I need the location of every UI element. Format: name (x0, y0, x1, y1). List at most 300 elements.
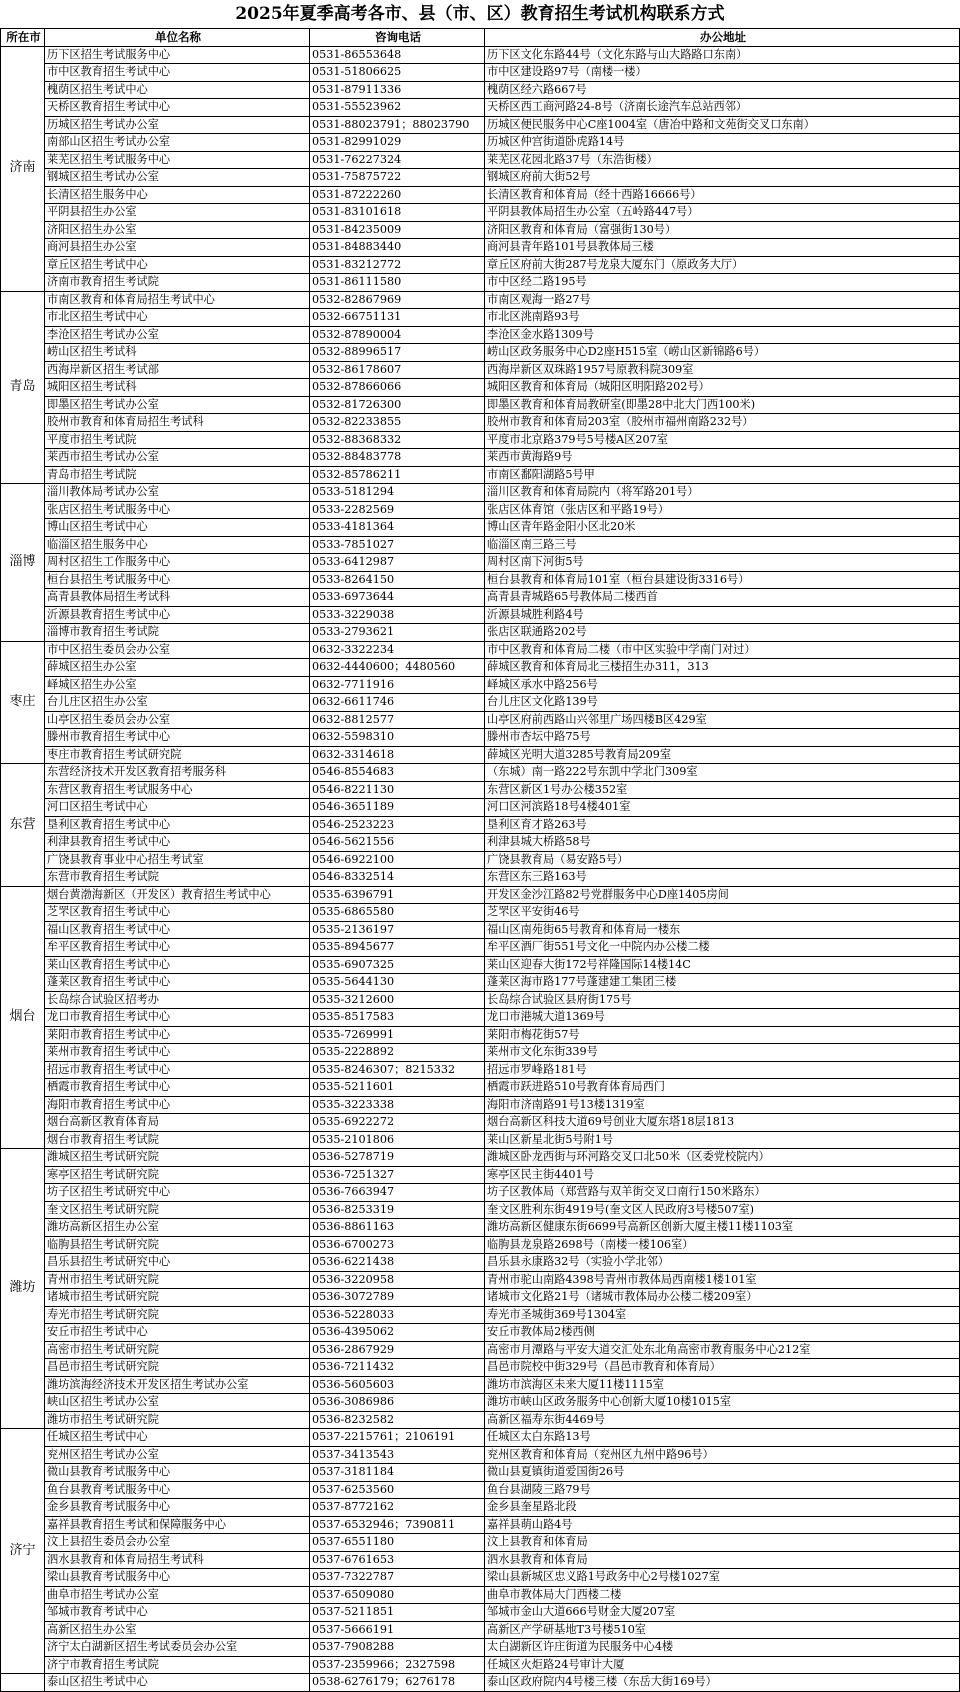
unit-name-cell: 商河县招生办公室 (45, 239, 310, 257)
address-cell: 微山县夏镇街道爱国街26号 (485, 1464, 960, 1482)
table-row (1, 904, 960, 922)
address-cell: 钢城区府前大街52号 (485, 169, 960, 187)
unit-name-cell: 槐荫区招生考试中心 (45, 81, 310, 99)
phone-cell: 0537-7908288 (310, 1639, 485, 1657)
phone-cell: 0546-6922100 (310, 851, 485, 869)
table-row (1, 956, 960, 974)
phone-cell: 0535-2228892 (310, 1044, 485, 1062)
phone-cell: 0535-8246307；8215332 (310, 1061, 485, 1079)
unit-name-cell: 泰山区招生考试中心 (45, 1674, 310, 1692)
table-row (1, 1446, 960, 1464)
unit-name-cell: 栖霞市教育招生考试中心 (45, 1079, 310, 1097)
address-cell: 昌邑市院校中街329号（昌邑市教育和体育局） (485, 1359, 960, 1377)
phone-cell: 0536-6700273 (310, 1236, 485, 1254)
unit-name-cell: 昌乐县招生考试研究中心 (45, 1254, 310, 1272)
address-cell: 莱州市文化东街339号 (485, 1044, 960, 1062)
table-row (1, 1569, 960, 1587)
address-cell: 博山区青年路金阳小区北20米 (485, 519, 960, 537)
address-cell: 平度市北京路379号5号楼A区207室 (485, 431, 960, 449)
phone-cell: 0632-4440600；4480560 (310, 659, 485, 677)
address-cell: 垦利区育才路263号 (485, 816, 960, 834)
address-cell: 东营区东三路163号 (485, 869, 960, 887)
address-cell: 东营区新区1号办公楼352室 (485, 781, 960, 799)
table-row (1, 1394, 960, 1412)
table-row (1, 1341, 960, 1359)
table-row (1, 81, 960, 99)
city-cell: 淄博 (1, 484, 45, 642)
header-address: 办公地址 (485, 29, 960, 47)
unit-name-cell: 山亭区招生委员会办公室 (45, 711, 310, 729)
table-row (1, 1184, 960, 1202)
address-cell: 张店区体育馆（张店区和平路19号） (485, 501, 960, 519)
table-row (1, 169, 960, 187)
city-cell: 济南 (1, 46, 45, 291)
phone-cell: 0536-7663947 (310, 1184, 485, 1202)
unit-name-cell: 济阳区招生办公室 (45, 221, 310, 239)
address-cell: 安丘市教体局2楼西侧 (485, 1324, 960, 1342)
phone-cell: 0533-4181364 (310, 519, 485, 537)
address-cell: 李沧区金水路1309号 (485, 326, 960, 344)
unit-name-cell: 青岛市招生考试院 (45, 466, 310, 484)
unit-name-cell: 高新区招生办公室 (45, 1621, 310, 1639)
table-row (1, 361, 960, 379)
header-phone: 咨询电话 (310, 29, 485, 47)
table-row (1, 1271, 960, 1289)
address-cell: 高密市月潭路与平安大道交汇处东北角高密市教育服务中心212室 (485, 1341, 960, 1359)
unit-name-cell: 汶上县招生委员会办公室 (45, 1534, 310, 1552)
city-cell: 青岛 (1, 291, 45, 484)
unit-name-cell: 南部山区招生考试办公室 (45, 134, 310, 152)
phone-cell: 0535-6922272 (310, 1114, 485, 1132)
table-row (1, 676, 960, 694)
address-cell: （东城）南一路222号东凯中学北门309室 (485, 764, 960, 782)
address-cell: 峄城区承水中路256号 (485, 676, 960, 694)
table-row (1, 379, 960, 397)
phone-cell: 0632-8812577 (310, 711, 485, 729)
unit-name-cell: 高密市招生考试研究院 (45, 1341, 310, 1359)
unit-name-cell: 城阳区招生考试科 (45, 379, 310, 397)
phone-cell: 0536-7251327 (310, 1166, 485, 1184)
unit-name-cell: 昌邑市招生考试研究院 (45, 1359, 310, 1377)
table-row (1, 1026, 960, 1044)
phone-cell: 0531-55523962 (310, 99, 485, 117)
phone-cell: 0532-82867969 (310, 291, 485, 309)
table-row (1, 834, 960, 852)
unit-name-cell: 坊子区招生考试研究中心 (45, 1184, 310, 1202)
unit-name-cell: 烟台黄渤海新区（开发区）教育招生考试中心 (45, 886, 310, 904)
address-cell: 薛城区光明大道3285号教育局209室 (485, 746, 960, 764)
address-cell: 市中区建设路97号（南楼一楼） (485, 64, 960, 82)
unit-name-cell: 潍坊滨海经济技术开发区招生考试办公室 (45, 1376, 310, 1394)
table-row (1, 1551, 960, 1569)
unit-name-cell: 李沧区招生考试办公室 (45, 326, 310, 344)
table-row (1, 659, 960, 677)
phone-cell: 0535-8517583 (310, 1009, 485, 1027)
unit-name-cell: 莱西市招生考试办公室 (45, 449, 310, 467)
unit-name-cell: 临朐县招生考试研究院 (45, 1236, 310, 1254)
unit-name-cell: 市北区招生考试中心 (45, 309, 310, 327)
unit-name-cell: 长清区招生服务中心 (45, 186, 310, 204)
address-cell: 滕州市杏坛中路75号 (485, 729, 960, 747)
address-cell: 历城区便民服务中心C座1004室（唐冶中路和文苑街交叉口东南） (485, 116, 960, 134)
address-cell: 长岛综合试验区县府街175号 (485, 991, 960, 1009)
unit-name-cell: 招远市教育招生考试中心 (45, 1061, 310, 1079)
table-row (1, 624, 960, 642)
address-cell: 章丘区府前大街287号龙泉大厦东门（原政务大厅） (485, 256, 960, 274)
table-row (1, 204, 960, 222)
phone-cell: 0535-6865580 (310, 904, 485, 922)
table-row (1, 1149, 960, 1167)
unit-name-cell: 高青县教体局招生考试科 (45, 589, 310, 607)
table-row (1, 1639, 960, 1657)
table-row (1, 1096, 960, 1114)
address-cell: 泰山区政府院内4号楼三楼（东岳大街169号） (485, 1674, 960, 1692)
unit-name-cell: 烟台高新区教育体育局 (45, 1114, 310, 1132)
table-row (1, 449, 960, 467)
table-row (1, 1464, 960, 1482)
unit-name-cell: 薛城区招生办公室 (45, 659, 310, 677)
phone-cell: 0536-5605603 (310, 1376, 485, 1394)
unit-name-cell: 寿光市招生考试研究院 (45, 1306, 310, 1324)
address-cell: 台儿庄区文化路139号 (485, 694, 960, 712)
unit-name-cell: 广饶县教育事业中心招生考试室 (45, 851, 310, 869)
address-cell: 市中区教育和体育局二楼（市中区实验中学南门对过） (485, 641, 960, 659)
phone-cell: 0533-8264150 (310, 571, 485, 589)
table-row (1, 606, 960, 624)
phone-cell: 0535-2101806 (310, 1131, 485, 1149)
header-unit-name: 单位名称 (45, 29, 310, 47)
phone-cell: 0537-6532946；7390811 (310, 1516, 485, 1534)
table-row (1, 99, 960, 117)
table-row (1, 344, 960, 362)
table-row (1, 1516, 960, 1534)
address-cell: 鱼台县湖陵三路79号 (485, 1481, 960, 1499)
unit-name-cell: 平度市招生考试院 (45, 431, 310, 449)
table-row (1, 781, 960, 799)
table-row (1, 1236, 960, 1254)
table-row (1, 974, 960, 992)
address-cell: 市中区经二路195号 (485, 274, 960, 292)
unit-name-cell: 莱阳市教育招生考试中心 (45, 1026, 310, 1044)
phone-cell: 0537-8772162 (310, 1499, 485, 1517)
table-row (1, 1534, 960, 1552)
table-row (1, 1009, 960, 1027)
unit-name-cell: 台儿庄区招生办公室 (45, 694, 310, 712)
unit-name-cell: 临淄区招生服务中心 (45, 536, 310, 554)
table-row (1, 921, 960, 939)
address-cell: 梁山县新城区忠义路1号政务中心2号楼1027室 (485, 1569, 960, 1587)
city-cell: 烟台 (1, 886, 45, 1149)
phone-cell: 0537-6761653 (310, 1551, 485, 1569)
address-cell: 商河县青年路101号县教体局三楼 (485, 239, 960, 257)
phone-cell: 0532-66751131 (310, 309, 485, 327)
unit-name-cell: 牟平区教育招生考试中心 (45, 939, 310, 957)
phone-cell: 0532-85786211 (310, 466, 485, 484)
table-row (1, 116, 960, 134)
address-cell: 历城区仲宫街道卧虎路14号 (485, 134, 960, 152)
phone-cell: 0537-6551180 (310, 1534, 485, 1552)
unit-name-cell: 博山区招生考试中心 (45, 519, 310, 537)
unit-name-cell: 微山县教育考试服务中心 (45, 1464, 310, 1482)
phone-cell: 0531-86111580 (310, 274, 485, 292)
phone-cell: 0531-86553648 (310, 46, 485, 64)
table-row (1, 519, 960, 537)
address-cell: 太白湖新区许庄街道为民服务中心4楼 (485, 1639, 960, 1657)
phone-cell: 0546-2523223 (310, 816, 485, 834)
unit-name-cell: 崂山区招生考试科 (45, 344, 310, 362)
unit-name-cell: 市南区教育和体育局招生考试中心 (45, 291, 310, 309)
table-header-row (1, 29, 960, 47)
unit-name-cell: 潍坊高新区招生办公室 (45, 1219, 310, 1237)
address-cell: 任城区火炬路24号审计大厦 (485, 1656, 960, 1674)
table-row (1, 1411, 960, 1429)
address-cell: 临朐县龙泉路2698号（南楼一楼106室） (485, 1236, 960, 1254)
phone-cell: 0531-87911336 (310, 81, 485, 99)
table-row (1, 1376, 960, 1394)
address-cell: 牟平区酒厂街551号文化一中院内办公楼二楼 (485, 939, 960, 957)
table-row (1, 291, 960, 309)
phone-cell: 0536-5228033 (310, 1306, 485, 1324)
table-row (1, 536, 960, 554)
city-cell: 济宁 (1, 1429, 45, 1674)
phone-cell: 0531-84235009 (310, 221, 485, 239)
city-cell: 东营 (1, 764, 45, 887)
table-row (1, 851, 960, 869)
address-cell: 槐荫区经六路667号 (485, 81, 960, 99)
table-row (1, 1131, 960, 1149)
table-row (1, 484, 960, 502)
address-cell: 市南区鄱阳湖路5号甲 (485, 466, 960, 484)
unit-name-cell: 长岛综合试验区招考办 (45, 991, 310, 1009)
unit-name-cell: 峄城区招生办公室 (45, 676, 310, 694)
unit-name-cell: 烟台市教育招生考试院 (45, 1131, 310, 1149)
phone-cell: 0535-5211601 (310, 1079, 485, 1097)
phone-cell: 0532-81726300 (310, 396, 485, 414)
table-row (1, 1114, 960, 1132)
table-row (1, 1359, 960, 1377)
table-row (1, 239, 960, 257)
phone-cell: 0532-86178607 (310, 361, 485, 379)
phone-cell: 0531-76227324 (310, 151, 485, 169)
document-page (0, 2, 960, 1688)
unit-name-cell: 寒亭区招生考试研究院 (45, 1166, 310, 1184)
table-row (1, 431, 960, 449)
unit-name-cell: 鱼台县教育考试服务中心 (45, 1481, 310, 1499)
phone-cell: 0536-8253319 (310, 1201, 485, 1219)
phone-cell: 0536-3220958 (310, 1271, 485, 1289)
unit-name-cell: 市中区教育招生考试中心 (45, 64, 310, 82)
phone-cell: 0538-6276179；6276178 (310, 1674, 485, 1692)
table-row (1, 151, 960, 169)
unit-name-cell: 市中区招生委员会办公室 (45, 641, 310, 659)
phone-cell: 0531-82991029 (310, 134, 485, 152)
phone-cell: 0532-82233855 (310, 414, 485, 432)
address-cell: 莱山区迎春大街172号祥隆国际14楼14C (485, 956, 960, 974)
table-row (1, 711, 960, 729)
table-row (1, 1499, 960, 1517)
phone-cell: 0632-3314618 (310, 746, 485, 764)
address-cell: 汶上县教育和体育局 (485, 1534, 960, 1552)
address-cell: 坊子区教体局（郑营路与双羊街交叉口南行150米路东） (485, 1184, 960, 1202)
table-row (1, 1044, 960, 1062)
phone-cell: 0535-7269991 (310, 1026, 485, 1044)
phone-cell: 0632-5598310 (310, 729, 485, 747)
phone-cell: 0532-87866066 (310, 379, 485, 397)
phone-cell: 0531-51806625 (310, 64, 485, 82)
unit-name-cell: 莱州市教育招生考试中心 (45, 1044, 310, 1062)
unit-name-cell: 龙口市教育招生考试中心 (45, 1009, 310, 1027)
table-row (1, 694, 960, 712)
table-row (1, 1324, 960, 1342)
phone-cell: 0535-2136197 (310, 921, 485, 939)
address-cell: 高青县青城路65号教体局二楼西首 (485, 589, 960, 607)
unit-name-cell: 莱山区教育招生考试中心 (45, 956, 310, 974)
phone-cell: 0536-7211432 (310, 1359, 485, 1377)
address-cell: 莱芜区花园北路37号（东浩街楼） (485, 151, 960, 169)
unit-name-cell: 桓台县招生考试服务中心 (45, 571, 310, 589)
address-cell: 桓台县教育和体育局101室（桓台县建设街3316号） (485, 571, 960, 589)
unit-name-cell: 即墨区招生考试办公室 (45, 396, 310, 414)
table-row (1, 186, 960, 204)
unit-name-cell: 潍城区招生考试研究院 (45, 1149, 310, 1167)
address-cell: 海阳市济南路91号13楼1319室 (485, 1096, 960, 1114)
phone-cell: 0536-3072789 (310, 1289, 485, 1307)
phone-cell: 0537-3413543 (310, 1446, 485, 1464)
phone-cell: 0537-7322787 (310, 1569, 485, 1587)
address-cell: 沂源县城胜利路4号 (485, 606, 960, 624)
unit-name-cell: 东营区教育招生考试服务中心 (45, 781, 310, 799)
address-cell: 潍城区卧龙西街与环河路交叉口北50米（区委党校院内） (485, 1149, 960, 1167)
unit-name-cell: 淄川教体局考试办公室 (45, 484, 310, 502)
table-row (1, 501, 960, 519)
address-cell: 兖州区教育和体育局（兖州区九州中路96号） (485, 1446, 960, 1464)
table-row (1, 991, 960, 1009)
phone-cell: 0535-6907325 (310, 956, 485, 974)
phone-cell: 0536-4395062 (310, 1324, 485, 1342)
address-cell: 嘉祥县萌山路4号 (485, 1516, 960, 1534)
address-cell: 烟台高新区科技大道69号创业大厦东塔18层1813 (485, 1114, 960, 1132)
table-row (1, 414, 960, 432)
phone-cell: 0546-8221130 (310, 781, 485, 799)
table-row (1, 939, 960, 957)
table-row (1, 274, 960, 292)
phone-cell: 0531-75875722 (310, 169, 485, 187)
table-row (1, 589, 960, 607)
unit-name-cell: 蓬莱区教育招生考试中心 (45, 974, 310, 992)
phone-cell: 0546-8554683 (310, 764, 485, 782)
phone-cell: 0533-2282569 (310, 501, 485, 519)
unit-name-cell: 河口区招生考试中心 (45, 799, 310, 817)
address-cell: 周村区南下河街5号 (485, 554, 960, 572)
unit-name-cell: 平阴县招生办公室 (45, 204, 310, 222)
table-row (1, 764, 960, 782)
unit-name-cell: 枣庄市教育招生考试研究院 (45, 746, 310, 764)
phone-cell: 0533-6412987 (310, 554, 485, 572)
address-cell: 任城区太白东路13号 (485, 1429, 960, 1447)
unit-name-cell: 张店区招生考试服务中心 (45, 501, 310, 519)
address-cell: 长清区教育和体育局（经十西路16666号） (485, 186, 960, 204)
unit-name-cell: 周村区招生工作服务中心 (45, 554, 310, 572)
phone-cell: 0632-7711916 (310, 676, 485, 694)
phone-cell: 0546-3651189 (310, 799, 485, 817)
phone-cell: 0533-2793621 (310, 624, 485, 642)
table-row (1, 221, 960, 239)
address-cell: 邹城市金山大道666号财金大厦207室 (485, 1604, 960, 1622)
table-row (1, 1621, 960, 1639)
address-cell: 招远市罗峰路181号 (485, 1061, 960, 1079)
address-cell: 潍坊市滨海区未来大厦11楼1115室 (485, 1376, 960, 1394)
table-row (1, 1079, 960, 1097)
phone-cell: 0537-3181184 (310, 1464, 485, 1482)
phone-cell: 0531-87222260 (310, 186, 485, 204)
address-cell: 蓬莱区海市路177号蓬建建工集团三楼 (485, 974, 960, 992)
address-cell: 河口区河滨路18号4楼401室 (485, 799, 960, 817)
address-cell: 泗水县教育和体育局 (485, 1551, 960, 1569)
table-row (1, 1481, 960, 1499)
address-cell: 栖霞市跃进路510号教育体育局西门 (485, 1079, 960, 1097)
phone-cell: 0536-8861163 (310, 1219, 485, 1237)
address-cell: 市南区观海一路27号 (485, 291, 960, 309)
address-cell: 潍坊高新区健康东街6699号高新区创新大厦主楼11楼1103室 (485, 1219, 960, 1237)
phone-cell: 0537-5666191 (310, 1621, 485, 1639)
table-row (1, 1656, 960, 1674)
address-cell: 薛城区教育和体育局北三楼招生办311，313 (485, 659, 960, 677)
phone-cell: 0531-88023791；88023790 (310, 116, 485, 134)
phone-cell: 0535-3212600 (310, 991, 485, 1009)
unit-name-cell: 任城区招生考试中心 (45, 1429, 310, 1447)
phone-cell: 0535-5644130 (310, 974, 485, 992)
address-cell: 昌乐县永康路32号（实验小学北邻） (485, 1254, 960, 1272)
unit-name-cell: 诸城市招生考试研究院 (45, 1289, 310, 1307)
address-cell: 莱山区新星北街5号附1号 (485, 1131, 960, 1149)
table-row (1, 64, 960, 82)
address-cell: 高新区福寿东街4469号 (485, 1411, 960, 1429)
unit-name-cell: 兖州区招生考试办公室 (45, 1446, 310, 1464)
phone-cell: 0535-6396791 (310, 886, 485, 904)
table-row (1, 134, 960, 152)
address-cell: 潍坊市峡山区政务服务中心创新大厦10楼1015室 (485, 1394, 960, 1412)
phone-cell: 0532-88483778 (310, 449, 485, 467)
address-cell: 奎文区胜利东街4919号(奎文区人民政府3号楼507室) (485, 1201, 960, 1219)
phone-cell: 0537-5211851 (310, 1604, 485, 1622)
phone-cell: 0537-6253560 (310, 1481, 485, 1499)
unit-name-cell: 梁山县教育考试服务中心 (45, 1569, 310, 1587)
address-cell: 城阳区教育和体育局（城阳区明阳路202号） (485, 379, 960, 397)
phone-cell: 0536-3086986 (310, 1394, 485, 1412)
table-row (1, 886, 960, 904)
address-cell: 高新区产学研基地T3号楼510室 (485, 1621, 960, 1639)
table-row (1, 1674, 960, 1692)
unit-name-cell: 安丘市招生考试中心 (45, 1324, 310, 1342)
phone-cell: 0533-6973644 (310, 589, 485, 607)
table-row (1, 46, 960, 64)
table-row (1, 571, 960, 589)
address-cell: 天桥区西工商河路24-8号（济南长途汽车总站西邻） (485, 99, 960, 117)
address-cell: 历下区文化东路44号（文化东路与山大路路口东南） (485, 46, 960, 64)
table-row (1, 309, 960, 327)
unit-name-cell: 济宁市教育招生考试院 (45, 1656, 310, 1674)
table-row (1, 1429, 960, 1447)
table-row (1, 466, 960, 484)
table-body (1, 46, 960, 1691)
phone-cell: 0632-3322234 (310, 641, 485, 659)
unit-name-cell: 东营经济技术开发区教育招考服务科 (45, 764, 310, 782)
address-cell: 开发区金沙江路82号党群服务中心D座1405房间 (485, 886, 960, 904)
phone-cell: 0532-87890004 (310, 326, 485, 344)
address-cell: 莱阳市梅花街57号 (485, 1026, 960, 1044)
address-cell: 曲阜市教体局大门西楼二楼 (485, 1586, 960, 1604)
phone-cell: 0535-8945677 (310, 939, 485, 957)
